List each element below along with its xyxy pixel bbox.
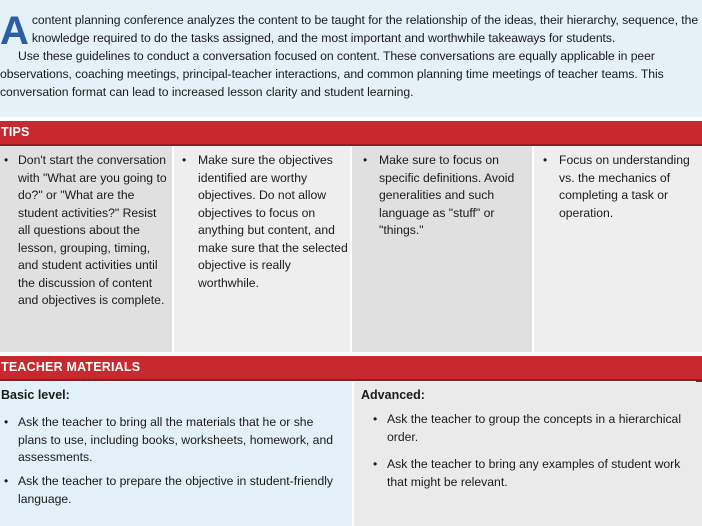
intro-paragraph-1: content planning conference analyzes the content to be taught for the relationship of the ideas, their hierarchy, sequence, the knowledge required to do the tasks assigned, and the most important and worthwhile takeaways for students. (31, 13, 699, 45)
tip-item (174, 152, 348, 292)
tip-column-2 (174, 146, 350, 352)
materials-columns (0, 382, 702, 526)
tips-header: TIPS (1, 125, 30, 139)
basic-level-column (0, 382, 352, 526)
bullet-icon: • (4, 474, 9, 488)
advanced-column (354, 382, 702, 526)
materials-header: TEACHER MATERIALS (1, 360, 141, 374)
bullet-icon: • (543, 153, 548, 167)
materials-header-bar (0, 356, 702, 381)
tips-header-bar (0, 121, 702, 146)
tip-text: Focus on understanding vs. the mechanics of completing a task or operation. (559, 153, 690, 220)
advanced-title: Advanced: (361, 388, 425, 402)
bullet-icon: • (4, 415, 9, 429)
tip-text: Don't start the conversation with "What are you going to do?" or "What are the student activities?" Resist all questions about the lesson, grouping, timing, and student activities until the discussion of content and objectives is complete. (18, 153, 167, 307)
bullet-icon: • (4, 153, 9, 167)
bullet-icon: • (182, 153, 187, 167)
basic-level-item (1, 473, 343, 508)
tip-column-4 (534, 146, 702, 352)
advanced-item (370, 411, 702, 446)
advanced-item-text: Ask the teacher to bring any examples of student work that might be relevant. (387, 457, 681, 489)
intro-paragraph-2: Use these guidelines to conduct a conversation focused on content. These conversations are equally applicable in peer observations, coaching meetings, principal-teacher interactions, and common planning time meetings of teacher teams. This conversation format can lead to increased lesson clarity and student learning. (0, 49, 664, 99)
intro-section (0, 0, 702, 117)
tip-text: Make sure the objectives identified are worthy objectives. Do not allow objectives to focus on anything but content, and make sure that the selected objective is really worthwhile. (198, 153, 348, 290)
basic-item-text: Ask the teacher to bring all the materials that he or she plans to use, including books, worksheets, homework, and assessments. (18, 415, 334, 464)
tip-column-3 (352, 146, 532, 352)
tip-column-1 (0, 146, 172, 352)
tips-columns (0, 146, 702, 352)
basic-level-title: Basic level: (1, 388, 70, 402)
intro-text (0, 11, 700, 101)
basic-item-text: Ask the teacher to prepare the objective in student-friendly language. (18, 474, 334, 506)
basic-level-item (1, 414, 343, 467)
bullet-icon: • (373, 412, 378, 426)
advanced-item (370, 456, 702, 491)
advanced-item-text: Ask the teacher to group the concepts in a hierarchical order. (387, 412, 682, 444)
tip-text: Make sure to focus on specific definitions. Avoid generalities and such language as "stuff" or "things." (379, 153, 515, 237)
bullet-icon: • (363, 153, 368, 167)
tip-item (0, 152, 168, 310)
bullet-icon: • (373, 457, 378, 471)
tip-item (352, 152, 529, 240)
drop-cap: A (0, 9, 29, 53)
tip-item (534, 152, 702, 222)
